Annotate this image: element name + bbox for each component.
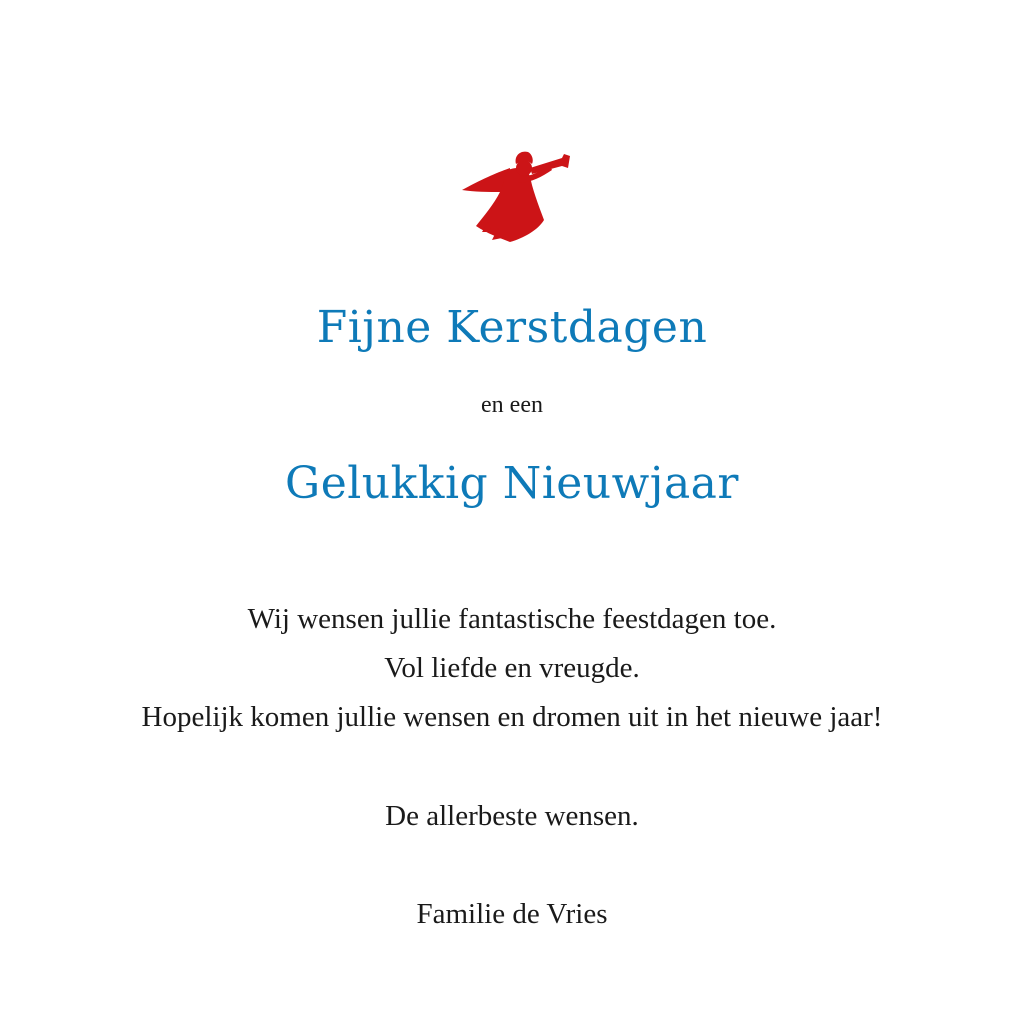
angel-trumpet-icon bbox=[458, 146, 576, 246]
title-merry-christmas bbox=[0, 302, 1024, 353]
title-happy-new-year-text: Gelukkig Nieuwjaar bbox=[285, 458, 739, 509]
closing-line bbox=[0, 800, 1024, 833]
closing-line-text: De allerbeste wensen. bbox=[385, 800, 639, 832]
message-line-1-text: Wij wensen jullie fantastische feestdagen toe. bbox=[247, 603, 777, 635]
signature-text: Familie de Vries bbox=[416, 898, 608, 930]
title-happy-new-year bbox=[0, 458, 1024, 509]
message-line-1 bbox=[0, 603, 1024, 636]
connector-text bbox=[0, 392, 1024, 419]
message-line-3 bbox=[0, 701, 1024, 734]
message-line-3-text: Hopelijk komen jullie wensen en dromen uit in het nieuwe jaar! bbox=[141, 701, 883, 733]
connector-text-label: en een bbox=[481, 392, 543, 418]
title-merry-christmas-text: Fijne Kerstdagen bbox=[316, 302, 708, 353]
message-line-2-text: Vol liefde en vreugde. bbox=[384, 652, 640, 684]
message-line-2 bbox=[0, 652, 1024, 685]
signature bbox=[0, 898, 1024, 931]
